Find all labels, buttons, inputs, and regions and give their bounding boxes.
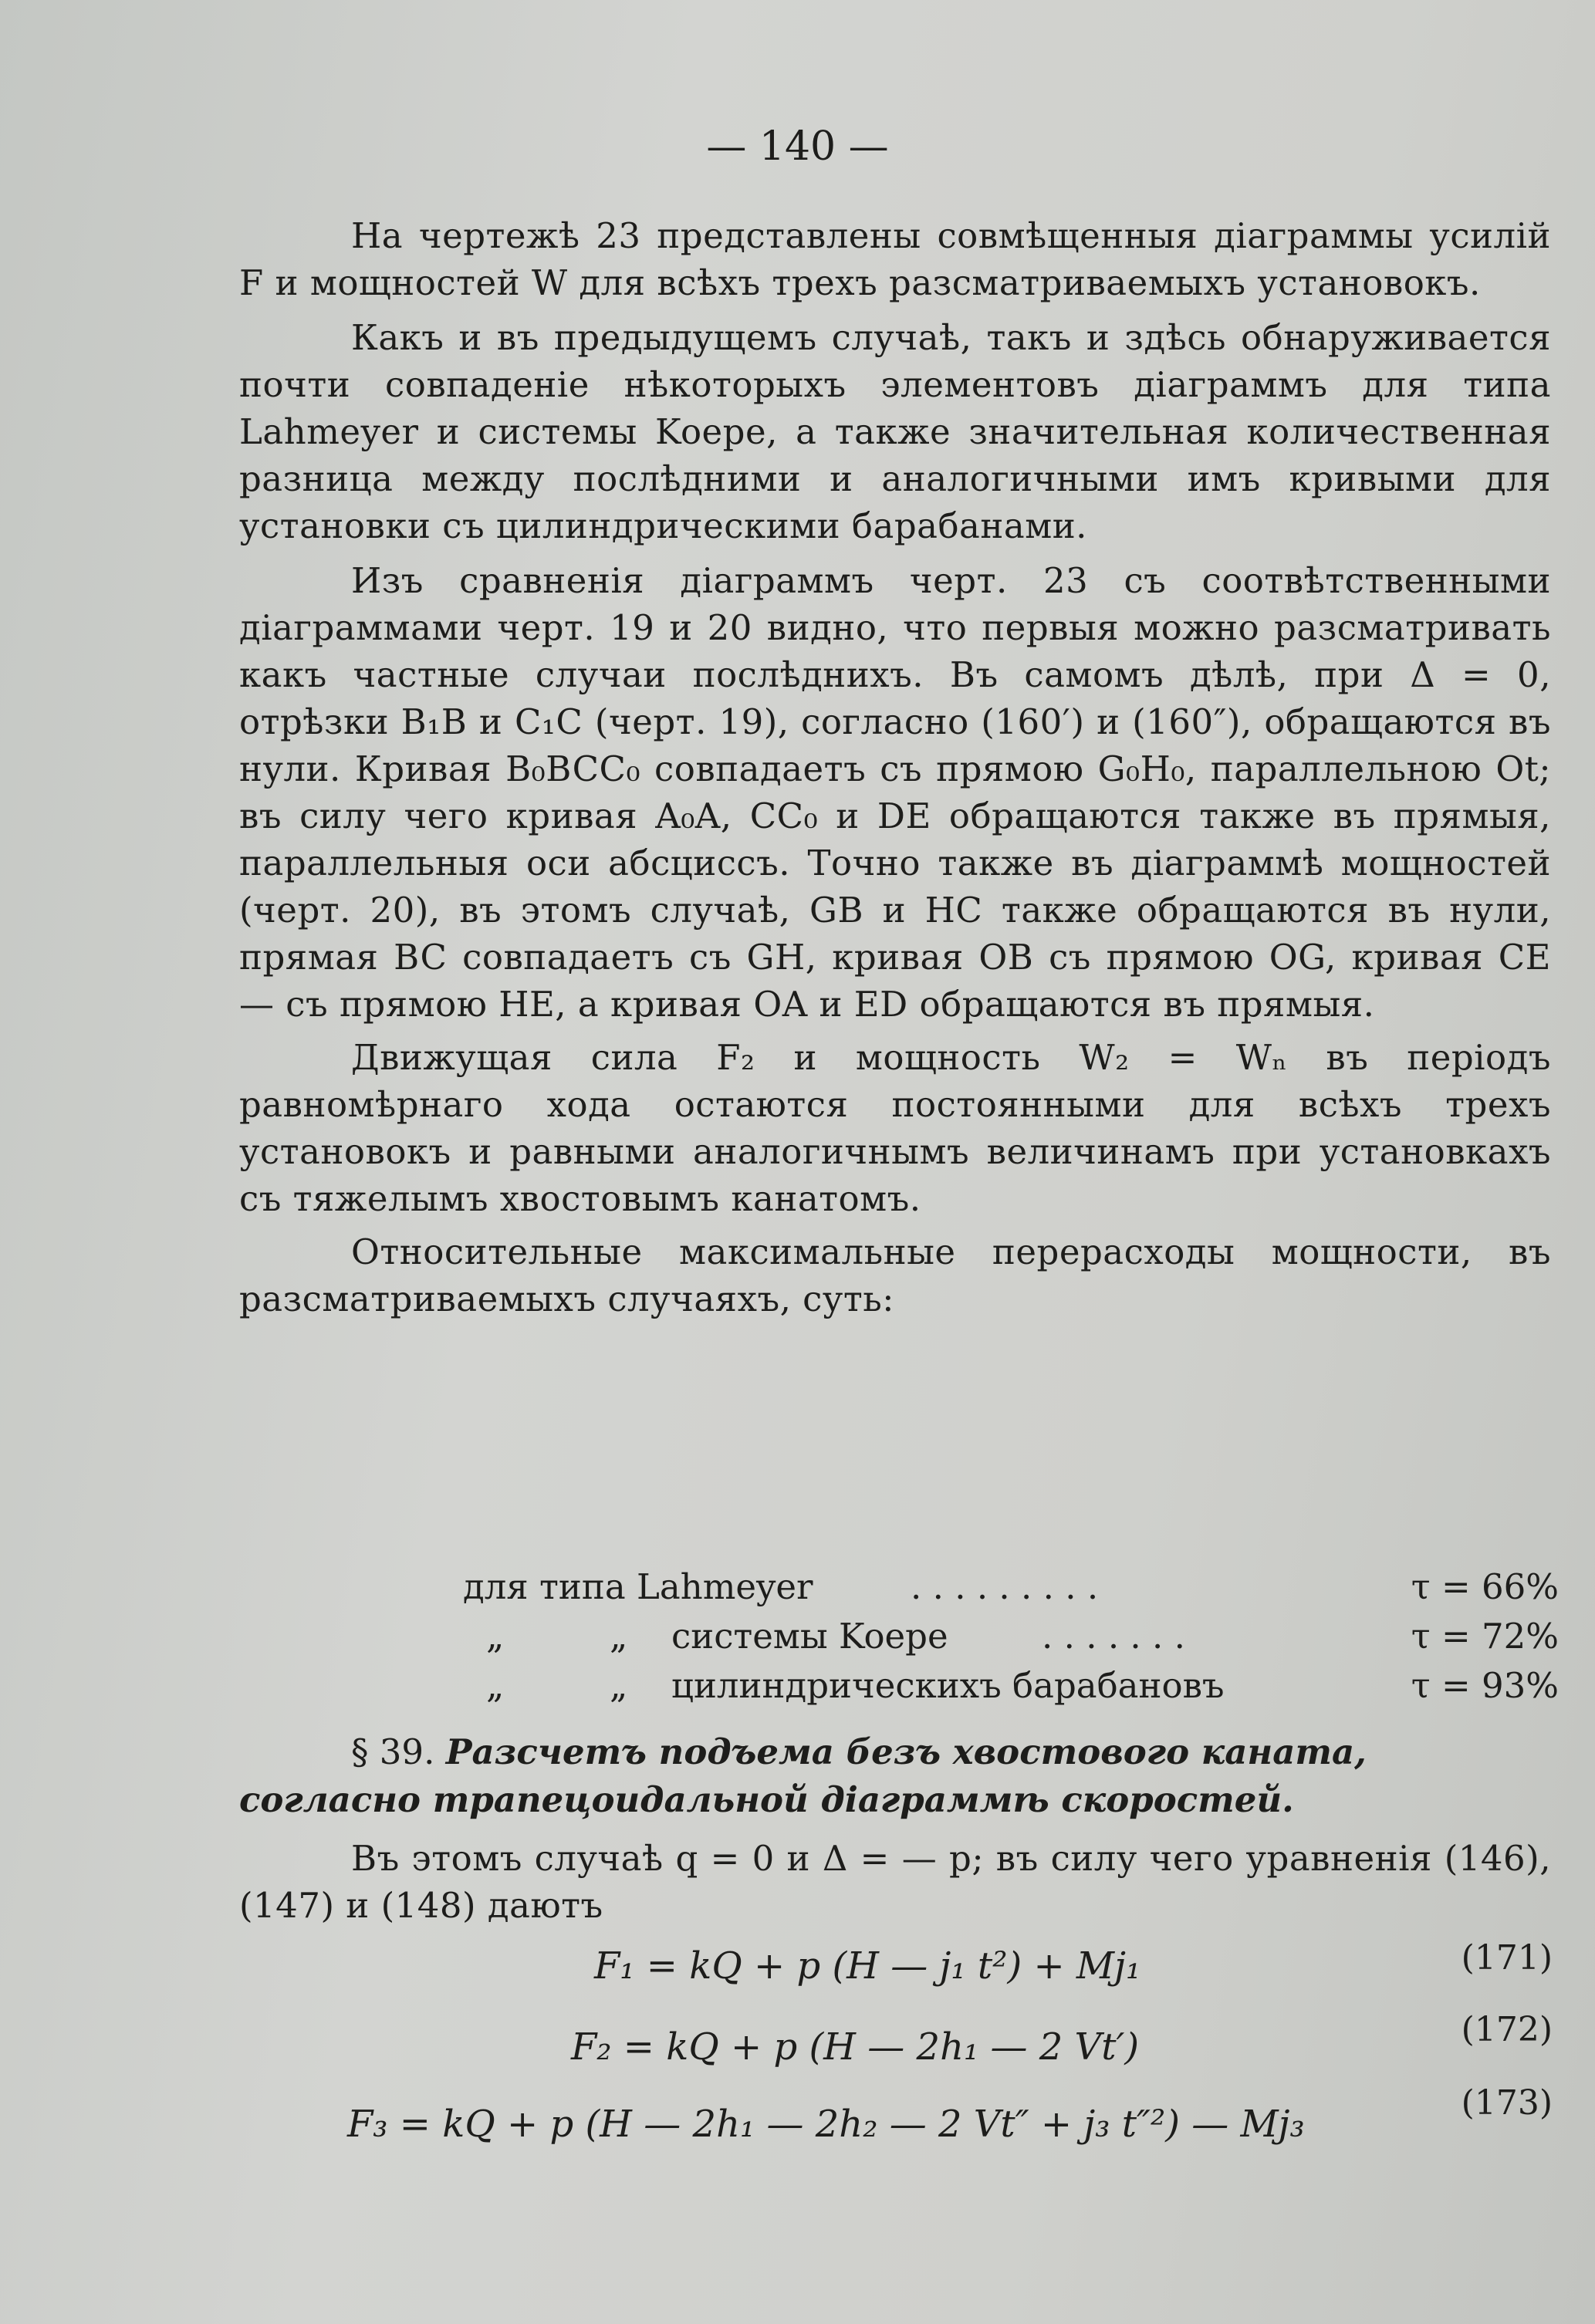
section-39 [239, 1728, 1551, 1929]
paragraph-4: Движущая сила F₂ и мощность W₂ = Wₙ въ періодъ равномѣрнаго хода остаются постоянными для всѣхъ трехъ установокъ и равными аналогичнымъ величинамъ при установкахъ съ тяжелымъ хвостовымъ канатомъ. [239, 1037, 1551, 1219]
ditto-mark: „ [610, 1665, 628, 1706]
list-item-dots: . . . . . . . [1042, 1616, 1185, 1657]
section-heading [239, 1728, 1551, 1824]
list-item-label: цилиндрическихъ барабановъ [671, 1665, 1225, 1706]
equation-number: (173) [1461, 2083, 1553, 2123]
list-item [231, 1616, 1559, 1665]
equation-173: F₃ = kQ + p (H — 2h₁ — 2h₂ — 2 Vt″ + j₃ t″²) — Mj₃ [347, 2103, 1305, 2146]
ditto-mark: „ [486, 1665, 505, 1706]
equation-172: F₂ = kQ + p (H — 2h₁ — 2 Vt′) [571, 2025, 1140, 2069]
list-item-label: для типа Lahmeyer [463, 1566, 813, 1607]
section-paragraph: Въ этомъ случаѣ q = 0 и Δ = — p; въ силу чего уравненія (146), (147) и (148) даютъ [239, 1838, 1551, 1926]
equation-171: F₁ = kQ + p (H — j₁ t²) + Mj₁ [594, 1944, 1141, 1988]
list-item-value: τ = 66% [1411, 1566, 1559, 1607]
paragraph-3: Изъ сравненія діаграммъ черт. 23 съ соотвѣтственными діаграммами черт. 19 и 20 видно, что первыя можно разсматривать какъ частные случаи послѣднихъ. Въ самомъ дѣлѣ, при Δ = 0, отрѣзки B₁B и C₁C (черт. 19), согласно (160′) и (160″), обращаются въ нули. Кривая B₀BCC₀ совпадаетъ съ прямою G₀H₀, параллельною Ot; въ силу чего кривая A₀A, CC₀ и DE обращаются также въ прямыя, параллельныя оси абсциссъ. Точно также въ діаграммѣ мощностей (черт. 20), въ этомъ случаѣ, GB и HC также обращаются въ нули, прямая BC совпадаетъ съ GH, кривая OB съ прямою OG, кривая CE — съ прямою HE, а кривая OA и ED обращаются въ прямыя. [239, 560, 1551, 1025]
list-item-value: τ = 72% [1411, 1616, 1559, 1657]
list-item-value: τ = 93% [1411, 1665, 1559, 1706]
equation-number: (172) [1461, 2010, 1553, 2049]
body-text [239, 212, 1551, 1322]
paragraph-5: Относительные максимальные перерасходы мощности, въ разсматриваемыхъ случаяхъ, суть: [239, 1231, 1551, 1319]
list-item-label: системы Koepe [671, 1616, 948, 1657]
paragraph-2: Какъ и въ предыдущемъ случаѣ, такъ и здѣсь обнаруживается почти совпаденіе нѣкоторыхъ элементовъ діаграммъ для типа Lahmeyer и системы Koepe, а также значительная количественная разница между послѣдними и аналогичными имъ кривыми для установки съ цилиндрическими барабанами. [239, 317, 1551, 546]
list-item [231, 1566, 1559, 1616]
section-number: § 39. [351, 1731, 435, 1772]
section-title: Разсчетъ подъема безъ хвостового каната, согласно трапецоидальной діаграммѣ скоростей. [239, 1731, 1367, 1820]
equation-number: (171) [1461, 1938, 1553, 1978]
list-item [231, 1665, 1559, 1714]
overconsumption-list [231, 1566, 1559, 1714]
ditto-mark: „ [610, 1616, 628, 1657]
ditto-mark: „ [486, 1616, 505, 1657]
paragraph-1: На чертежѣ 23 представлены совмѣщенныя діаграммы усилій F и мощностей W для всѣхъ трехъ разсматриваемыхъ установокъ. [239, 215, 1551, 303]
page-number: — 140 — [706, 123, 889, 170]
list-item-dots: . . . . . . . . . [911, 1566, 1099, 1607]
